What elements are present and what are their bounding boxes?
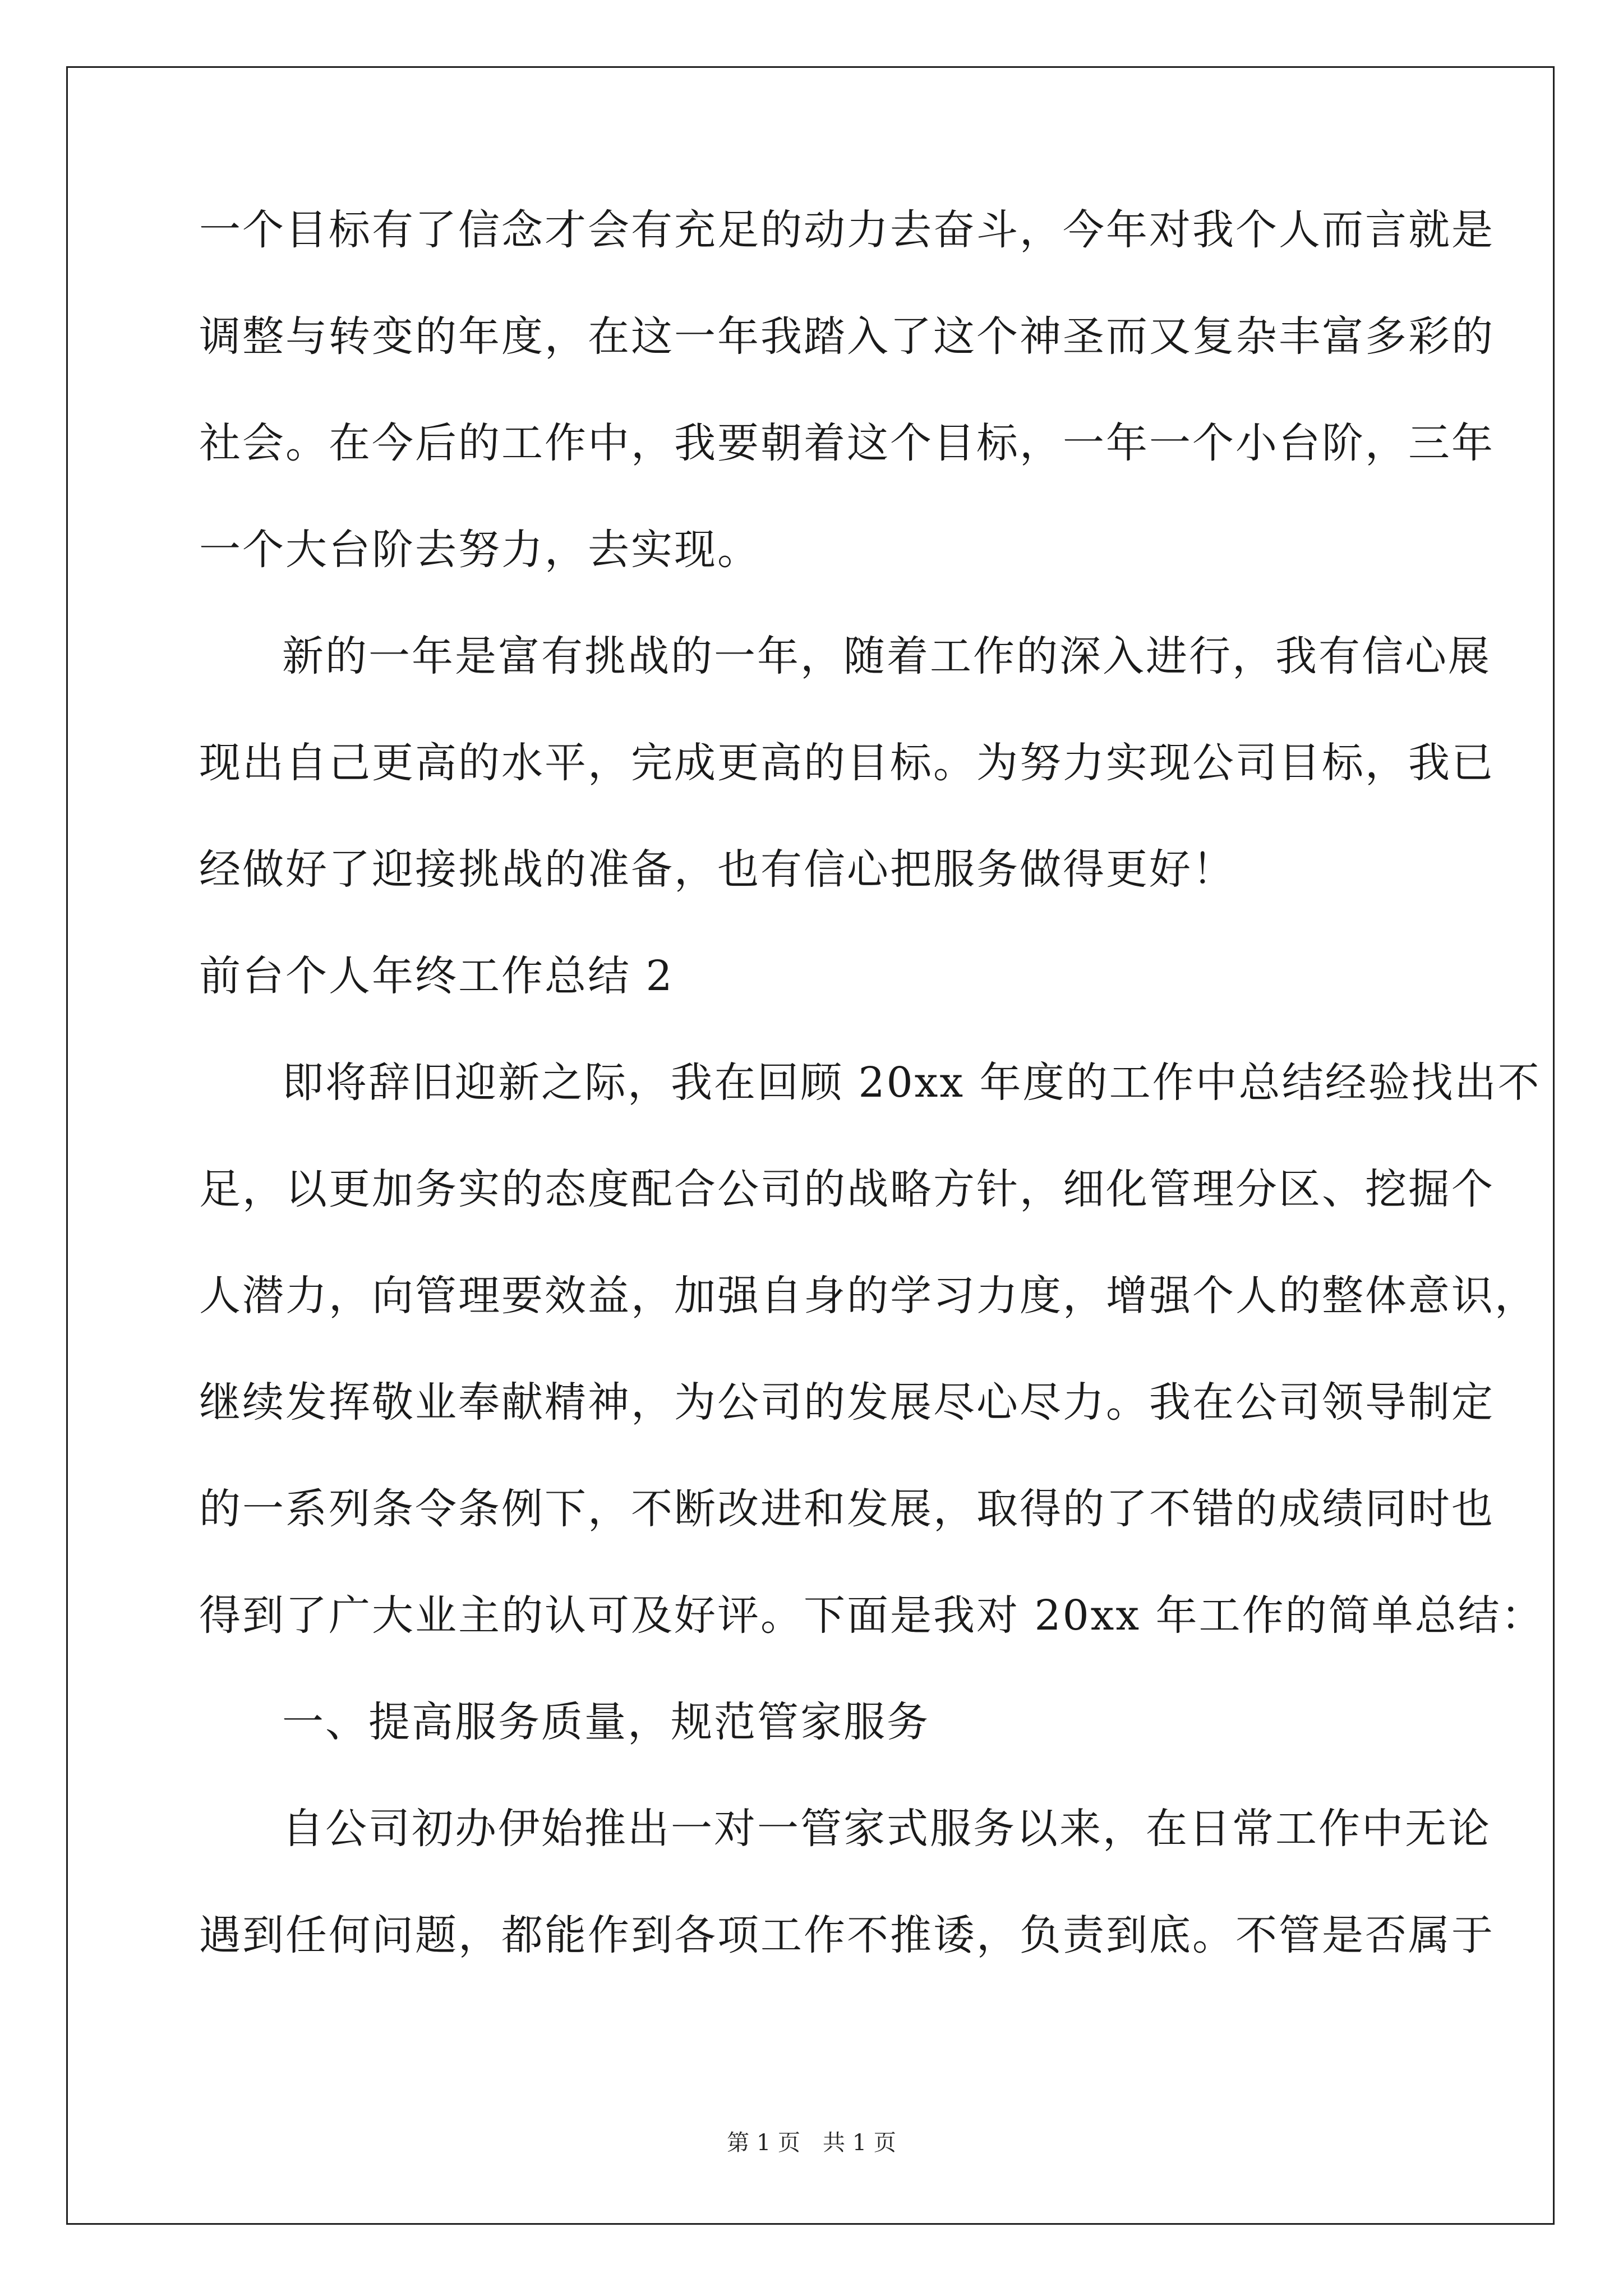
paragraph-start-line: 新的一年是富有挑战的一年，随着工作的深入进行，我有信心展 <box>282 632 1491 680</box>
text-line: 调整与转变的年度，在这一年我踏入了这个神圣而又复杂丰富多彩的 <box>199 312 1495 361</box>
page-total: 共 1 页 <box>823 2130 896 2156</box>
section-heading: 前台个人年终工作总结 2 <box>199 952 674 1000</box>
text-line: 遇到任何问题，都能作到各项工作不推诿，负责到底。不管是否属于 <box>199 1911 1495 1959</box>
text-line: 社会。在今后的工作中，我要朝着这个目标，一年一个小台阶，三年 <box>199 419 1495 467</box>
text-line: 得到了广大业主的认可及好评。下面是我对 20xx 年工作的简单总结： <box>199 1591 1544 1640</box>
text-line: 一个大台阶去努力，去实现。 <box>199 526 760 574</box>
page-border <box>66 66 1555 2225</box>
page-number: 第 1 页 <box>727 2130 800 2156</box>
text-line: 一个目标有了信念才会有充足的动力去奋斗，今年对我个人而言就是 <box>199 206 1495 254</box>
paragraph-start-line: 即将辞旧迎新之际，我在回顾 20xx 年度的工作中总结经验找出不 <box>282 1059 1541 1107</box>
text-line: 经做好了迎接挑战的准备，也有信心把服务做得更好！ <box>199 845 1235 894</box>
text-line: 足，以更加务实的态度配合公司的战略方针，细化管理分区、挖掘个 <box>199 1165 1495 1213</box>
text-line: 继续发挥敬业奉献精神，为公司的发展尽心尽力。我在公司领导制定 <box>199 1378 1495 1427</box>
paragraph-start-line: 自公司初办伊始推出一对一管家式服务以来，在日常工作中无论 <box>282 1805 1491 1853</box>
page-footer <box>0 2126 1623 2160</box>
text-line: 的一系列条令条例下，不断改进和发展，取得的了不错的成绩同时也 <box>199 1485 1495 1533</box>
text-line: 现出自己更高的水平，完成更高的目标。为努力实现公司目标，我已 <box>199 739 1495 787</box>
subsection-heading: 一、提高服务质量，规范管家服务 <box>282 1698 930 1746</box>
text-line: 人潜力，向管理要效益，加强自身的学习力度，增强个人的整体意识， <box>199 1272 1538 1320</box>
